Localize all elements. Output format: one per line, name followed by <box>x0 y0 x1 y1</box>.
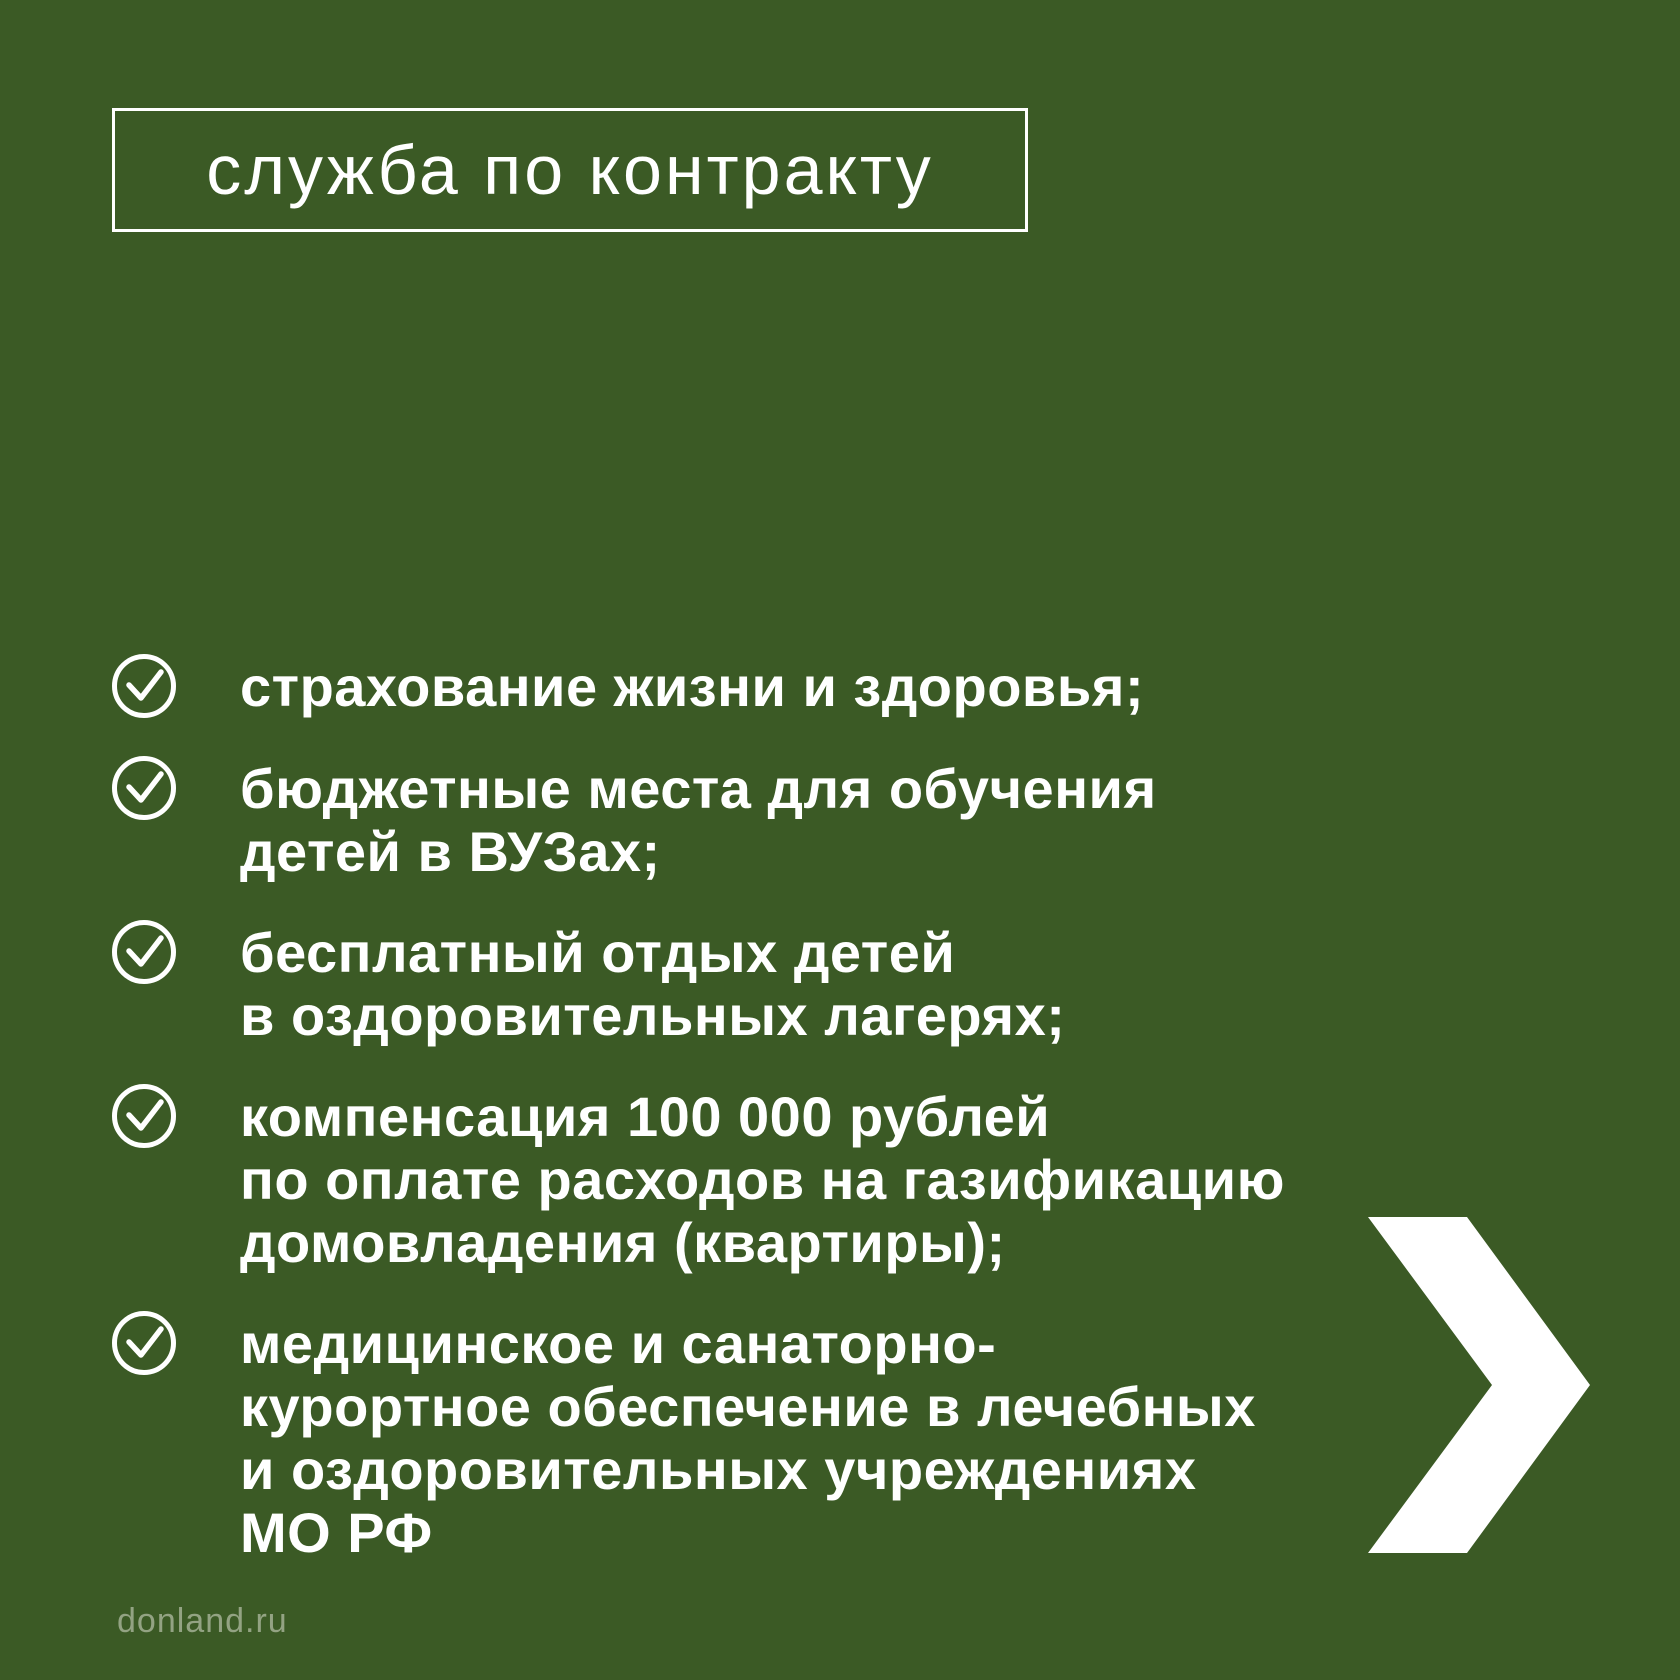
list-item-line: курортное обеспечение в лечебных <box>240 1375 1256 1438</box>
list-item-line: по оплате расходов на газификацию <box>240 1148 1285 1211</box>
list-item-line: страхование жизни и здоровья; <box>240 655 1145 718</box>
check-circle-icon <box>111 919 177 985</box>
list-item <box>111 655 1371 719</box>
title-box <box>112 108 1028 232</box>
list-item-line: компенсация 100 000 рублей <box>240 1085 1051 1148</box>
list-item <box>111 921 1371 1047</box>
check-circle-icon <box>111 1310 177 1376</box>
check-circle-icon <box>111 1083 177 1149</box>
site-watermark: donland.ru <box>117 1602 288 1640</box>
list-item-text <box>240 921 1065 1047</box>
list-item <box>111 1085 1371 1274</box>
list-item-text <box>240 1312 1256 1564</box>
list-item <box>111 757 1371 883</box>
list-item-line: бюджетные места для обучения <box>240 757 1157 820</box>
list-item-line: бесплатный отдых детей <box>240 921 956 984</box>
page-title: служба по контракту <box>206 131 934 209</box>
list-item-text <box>240 1085 1285 1274</box>
check-circle-icon <box>111 755 177 821</box>
list-item-line: детей в ВУЗах; <box>240 820 661 883</box>
list-item-line: МО РФ <box>240 1501 433 1564</box>
list-item-line: в оздоровительных лагерях; <box>240 984 1066 1047</box>
list-item <box>111 1312 1371 1564</box>
benefits-list <box>111 655 1371 1564</box>
list-item-line: и оздоровительных учреждениях <box>240 1438 1197 1501</box>
chevron-right-icon[interactable] <box>1368 1217 1590 1553</box>
list-item-line: домовладения (квартиры); <box>240 1211 1006 1274</box>
list-item-text <box>240 757 1157 883</box>
list-item-line: медицинское и санаторно- <box>240 1312 997 1375</box>
check-circle-icon <box>111 653 177 719</box>
list-item-text <box>240 655 1144 718</box>
